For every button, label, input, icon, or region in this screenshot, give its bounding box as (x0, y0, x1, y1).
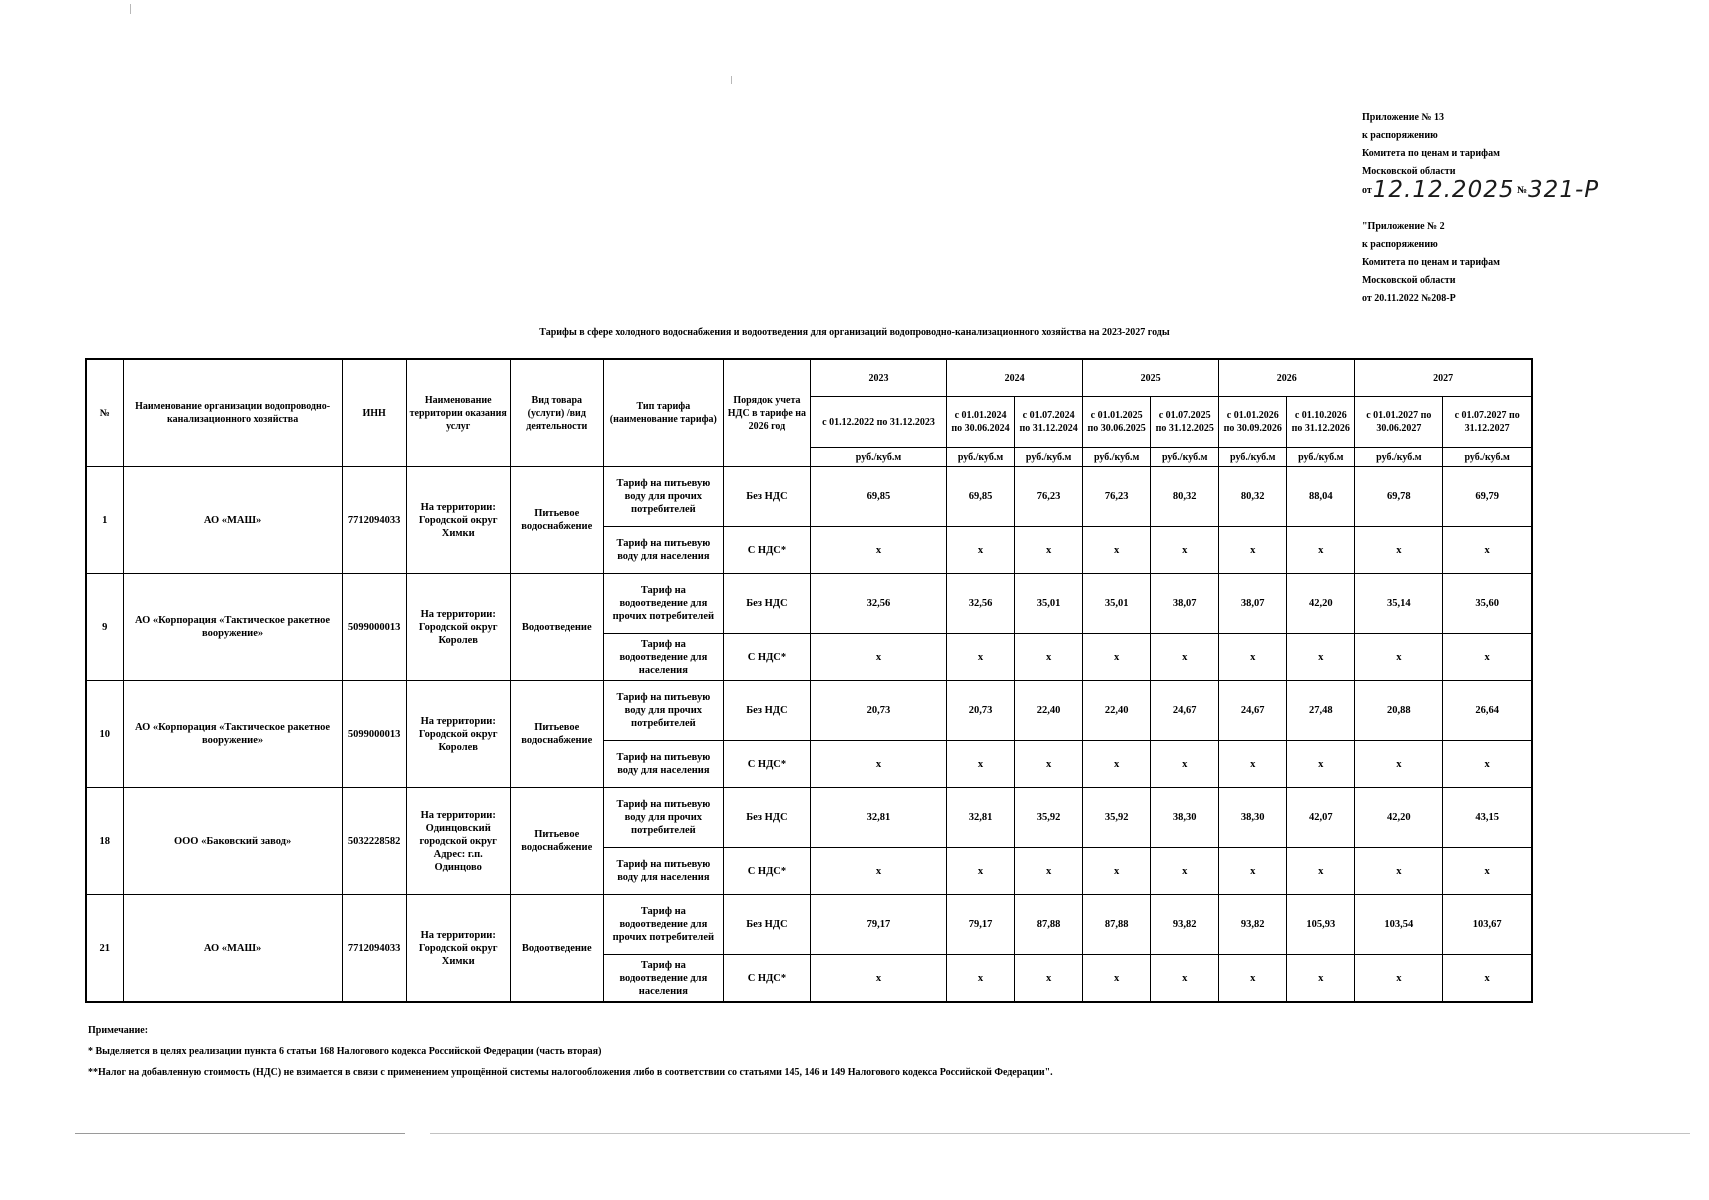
tariff-value-cell: 42,07 (1287, 788, 1355, 848)
territory-cell: На территории: Одинцовский городской округ Адрес: г.п. Одинцово (406, 788, 510, 895)
table-row (86, 788, 1532, 848)
header-unit: руб./куб.м (810, 448, 946, 467)
appendix-header (1362, 109, 1600, 203)
header-unit: руб./куб.м (1287, 448, 1355, 467)
tariff-value-cell: x (1219, 634, 1287, 681)
note-item: **Налог на добавленную стоимость (НДС) не взимается в связи с применением упрощённой системы налогообложения либо в соответствии со статьями 145, 146 и 149 Налогового кодекса Российской Федерации". (88, 1067, 1053, 1078)
tariff-value-cell: 20,73 (810, 681, 946, 741)
tariff-value-cell: 76,23 (1015, 467, 1083, 527)
tariff-type-cell: Тариф на водоотведение для прочих потребителей (603, 895, 723, 955)
tariff-value-cell: x (810, 848, 946, 895)
header-vat: Порядок учета НДС в тарифе на 2026 год (723, 359, 810, 467)
tariff-value-cell: x (947, 741, 1015, 788)
tariff-type-cell: Тариф на питьевую воду для прочих потребителей (603, 681, 723, 741)
tariff-value-cell: 38,30 (1151, 788, 1219, 848)
tariff-value-cell: x (810, 527, 946, 574)
vat-cell: С НДС* (723, 955, 810, 1003)
tariff-value-cell: 80,32 (1219, 467, 1287, 527)
notes-heading: Примечание: (88, 1025, 149, 1036)
date-prefix: от (1362, 185, 1372, 196)
tariff-value-cell: 69,78 (1355, 467, 1443, 527)
handwritten-number: 321-Р (1528, 177, 1600, 203)
previous-header-line: от 20.11.2022 №208-Р (1362, 293, 1456, 304)
tariff-type-cell: Тариф на водоотведение для населения (603, 634, 723, 681)
tariff-value-cell: 22,40 (1083, 681, 1151, 741)
tariff-value-cell: 35,92 (1083, 788, 1151, 848)
appendix-header-line: Приложение № 13 (1362, 112, 1445, 123)
table-row (86, 574, 1532, 634)
header-territory: Наименование территории оказания услуг (406, 359, 510, 467)
tariff-value-cell: 88,04 (1287, 467, 1355, 527)
organization-name: АО «Корпорация «Тактическое ракетное вооружение» (123, 681, 342, 788)
header-unit: руб./куб.м (1355, 448, 1443, 467)
vat-cell: С НДС* (723, 741, 810, 788)
tariff-type-cell: Тариф на питьевую воду для населения (603, 527, 723, 574)
tariff-value-cell: 24,67 (1219, 681, 1287, 741)
number-prefix: № (1516, 185, 1528, 196)
header-period: с 01.07.2027 по 31.12.2027 (1443, 397, 1532, 448)
inn-cell: 5032228582 (342, 788, 406, 895)
header-unit: руб./куб.м (1015, 448, 1083, 467)
tariff-value-cell: x (1015, 848, 1083, 895)
product-cell: Питьевое водоснабжение (510, 788, 603, 895)
header-year-2023: 2023 (810, 359, 946, 397)
tariff-value-cell: x (1219, 527, 1287, 574)
tariff-value-cell: x (1219, 848, 1287, 895)
tariff-value-cell: 35,01 (1015, 574, 1083, 634)
product-cell: Питьевое водоснабжение (510, 467, 603, 574)
tariff-value-cell: x (1219, 955, 1287, 1003)
tariff-value-cell: x (1083, 955, 1151, 1003)
header-period: с 01.07.2025 по 31.12.2025 (1151, 397, 1219, 448)
tariff-value-cell: 93,82 (1151, 895, 1219, 955)
tariff-value-cell: x (947, 527, 1015, 574)
scan-artifact-mark (731, 76, 732, 84)
product-cell: Питьевое водоснабжение (510, 681, 603, 788)
tariff-value-cell: 87,88 (1083, 895, 1151, 955)
tariff-value-cell: 32,81 (810, 788, 946, 848)
tariff-value-cell: 35,92 (1015, 788, 1083, 848)
header-year-2024: 2024 (947, 359, 1083, 397)
tariff-value-cell: 42,20 (1355, 788, 1443, 848)
product-cell: Водоотведение (510, 574, 603, 681)
tariff-value-cell: 24,67 (1151, 681, 1219, 741)
tariff-value-cell: 22,40 (1015, 681, 1083, 741)
tariff-value-cell: x (1015, 741, 1083, 788)
tariff-value-cell: 93,82 (1219, 895, 1287, 955)
header-product: Вид товара (услуги) /вид деятельности (510, 359, 603, 467)
tariff-value-cell: 79,17 (947, 895, 1015, 955)
tariff-value-cell: 32,56 (947, 574, 1015, 634)
tariff-value-cell: 35,01 (1083, 574, 1151, 634)
header-period: с 01.01.2025 по 30.06.2025 (1083, 397, 1151, 448)
header-inn: ИНН (342, 359, 406, 467)
tariff-value-cell: x (1151, 634, 1219, 681)
vat-cell: Без НДС (723, 574, 810, 634)
tariff-value-cell: 69,85 (810, 467, 946, 527)
tariff-value-cell: x (1015, 527, 1083, 574)
tariff-value-cell: x (1443, 634, 1532, 681)
inn-cell: 7712094033 (342, 467, 406, 574)
tariff-value-cell: x (1355, 848, 1443, 895)
vat-cell: С НДС* (723, 848, 810, 895)
tariff-value-cell: x (1219, 741, 1287, 788)
row-number: 9 (86, 574, 123, 681)
row-number: 10 (86, 681, 123, 788)
tariff-value-cell: 32,81 (947, 788, 1015, 848)
tariff-value-cell: 80,32 (1151, 467, 1219, 527)
tariff-value-cell: 87,88 (1015, 895, 1083, 955)
tariff-value-cell: x (810, 955, 946, 1003)
tariff-value-cell: x (1287, 634, 1355, 681)
tariff-value-cell: 76,23 (1083, 467, 1151, 527)
tariff-value-cell: x (947, 955, 1015, 1003)
tariff-value-cell: 42,20 (1287, 574, 1355, 634)
row-number: 1 (86, 467, 123, 574)
organization-name: АО «МАШ» (123, 467, 342, 574)
header-period: с 01.10.2026 по 31.12.2026 (1287, 397, 1355, 448)
tariff-value-cell: 38,07 (1219, 574, 1287, 634)
tariff-value-cell: 38,30 (1219, 788, 1287, 848)
tariff-value-cell: x (1443, 955, 1532, 1003)
tariff-value-cell: 105,93 (1287, 895, 1355, 955)
tariff-value-cell: 103,54 (1355, 895, 1443, 955)
vat-cell: Без НДС (723, 681, 810, 741)
territory-cell: На территории: Городской округ Королев (406, 681, 510, 788)
tariff-value-cell: x (1443, 527, 1532, 574)
previous-header-line: Комитета по ценам и тарифам (1362, 257, 1500, 268)
tariff-value-cell: x (947, 848, 1015, 895)
header-num: № (86, 359, 123, 467)
tariff-value-cell: 103,67 (1443, 895, 1532, 955)
tariff-value-cell: x (1151, 527, 1219, 574)
inn-cell: 5099000013 (342, 681, 406, 788)
tariff-value-cell: 32,56 (810, 574, 946, 634)
tariff-value-cell: x (1083, 634, 1151, 681)
tariff-value-cell: 27,48 (1287, 681, 1355, 741)
territory-cell: На территории: Городской округ Химки (406, 895, 510, 1003)
appendix-date-line (1362, 177, 1600, 203)
inn-cell: 7712094033 (342, 895, 406, 1003)
tariff-value-cell: x (1083, 741, 1151, 788)
header-organization: Наименование организации водопроводно-канализационного хозяйства (123, 359, 342, 467)
tariff-value-cell: x (947, 634, 1015, 681)
header-year-2027: 2027 (1355, 359, 1532, 397)
tariff-value-cell: x (810, 741, 946, 788)
tariff-value-cell: x (1015, 634, 1083, 681)
tariff-value-cell: 38,07 (1151, 574, 1219, 634)
tariff-value-cell: 79,17 (810, 895, 946, 955)
tariff-value-cell: x (1151, 848, 1219, 895)
header-year-2026: 2026 (1219, 359, 1355, 397)
organization-name: АО «МАШ» (123, 895, 342, 1003)
scan-artifact-line (430, 1133, 1690, 1134)
vat-cell: Без НДС (723, 788, 810, 848)
table-row (86, 895, 1532, 955)
header-unit: руб./куб.м (947, 448, 1015, 467)
tariffs-table (85, 358, 1533, 1003)
tariff-value-cell: 35,14 (1355, 574, 1443, 634)
territory-cell: На территории: Городской округ Королев (406, 574, 510, 681)
tariff-type-cell: Тариф на питьевую воду для населения (603, 741, 723, 788)
inn-cell: 5099000013 (342, 574, 406, 681)
scan-artifact-mark (130, 4, 131, 14)
territory-cell: На территории: Городской округ Химки (406, 467, 510, 574)
tariff-type-cell: Тариф на питьевую воду для прочих потребителей (603, 467, 723, 527)
tariff-value-cell: 26,64 (1443, 681, 1532, 741)
table-row (86, 467, 1532, 527)
tariff-type-cell: Тариф на питьевую воду для прочих потребителей (603, 788, 723, 848)
header-unit: руб./куб.м (1219, 448, 1287, 467)
tariff-value-cell: x (1083, 527, 1151, 574)
header-unit: руб./куб.м (1151, 448, 1219, 467)
appendix-header-line: к распоряжению (1362, 130, 1438, 141)
document-title: Тарифы в сфере холодного водоснабжения и водоотведения для организаций водопроводно-канализационного хозяйства на 2023-2027 годы (539, 327, 1170, 338)
header-period: с 01.01.2027 по 30.06.2027 (1355, 397, 1443, 448)
appendix-header-line: Московской области (1362, 166, 1456, 177)
tariff-value-cell: x (1151, 741, 1219, 788)
row-number: 21 (86, 895, 123, 1003)
tariff-value-cell: x (1355, 634, 1443, 681)
organization-name: АО «Корпорация «Тактическое ракетное вооружение» (123, 574, 342, 681)
tariff-value-cell: 20,73 (947, 681, 1015, 741)
tariff-value-cell: x (1287, 741, 1355, 788)
vat-cell: Без НДС (723, 895, 810, 955)
tariff-value-cell: 69,85 (947, 467, 1015, 527)
previous-header-line: "Приложение № 2 (1362, 221, 1445, 232)
note-item: * Выделяется в целях реализации пункта 6 статьи 168 Налогового кодекса Российской Федерации (часть вторая) (88, 1046, 602, 1057)
vat-cell: С НДС* (723, 634, 810, 681)
previous-appendix-header (1362, 218, 1500, 308)
tariff-type-cell: Тариф на питьевую воду для населения (603, 848, 723, 895)
product-cell: Водоотведение (510, 895, 603, 1003)
tariff-value-cell: x (1083, 848, 1151, 895)
row-number: 18 (86, 788, 123, 895)
tariff-value-cell: x (1151, 955, 1219, 1003)
vat-cell: Без НДС (723, 467, 810, 527)
tariff-value-cell: x (810, 634, 946, 681)
tariff-type-cell: Тариф на водоотведение для прочих потребителей (603, 574, 723, 634)
tariff-value-cell: x (1355, 955, 1443, 1003)
header-year-2025: 2025 (1083, 359, 1219, 397)
previous-header-line: к распоряжению (1362, 239, 1438, 250)
header-period: с 01.01.2026 по 30.09.2026 (1219, 397, 1287, 448)
header-unit: руб./куб.м (1083, 448, 1151, 467)
tariff-value-cell: x (1355, 527, 1443, 574)
scan-artifact-line (75, 1133, 405, 1134)
tariff-value-cell: x (1443, 848, 1532, 895)
tariff-value-cell: x (1287, 527, 1355, 574)
tariff-value-cell: 20,88 (1355, 681, 1443, 741)
tariff-value-cell: 35,60 (1443, 574, 1532, 634)
tariff-value-cell: 69,79 (1443, 467, 1532, 527)
header-period: с 01.12.2022 по 31.12.2023 (810, 397, 946, 448)
handwritten-date: 12.12.2025 (1372, 177, 1515, 203)
header-period: с 01.01.2024 по 30.06.2024 (947, 397, 1015, 448)
header-tariff-type: Тип тарифа (наименование тарифа) (603, 359, 723, 467)
tariff-value-cell: x (1443, 741, 1532, 788)
previous-header-line: Московской области (1362, 275, 1456, 286)
appendix-header-line: Комитета по ценам и тарифам (1362, 148, 1500, 159)
header-unit: руб./куб.м (1443, 448, 1532, 467)
table-row (86, 681, 1532, 741)
tariff-value-cell: x (1355, 741, 1443, 788)
tariff-value-cell: x (1287, 848, 1355, 895)
tariff-value-cell: x (1287, 955, 1355, 1003)
vat-cell: С НДС* (723, 527, 810, 574)
tariff-type-cell: Тариф на водоотведение для населения (603, 955, 723, 1003)
tariff-value-cell: 43,15 (1443, 788, 1532, 848)
header-period: с 01.07.2024 по 31.12.2024 (1015, 397, 1083, 448)
organization-name: ООО «Баковский завод» (123, 788, 342, 895)
tariff-value-cell: x (1015, 955, 1083, 1003)
notes (88, 1020, 1053, 1083)
